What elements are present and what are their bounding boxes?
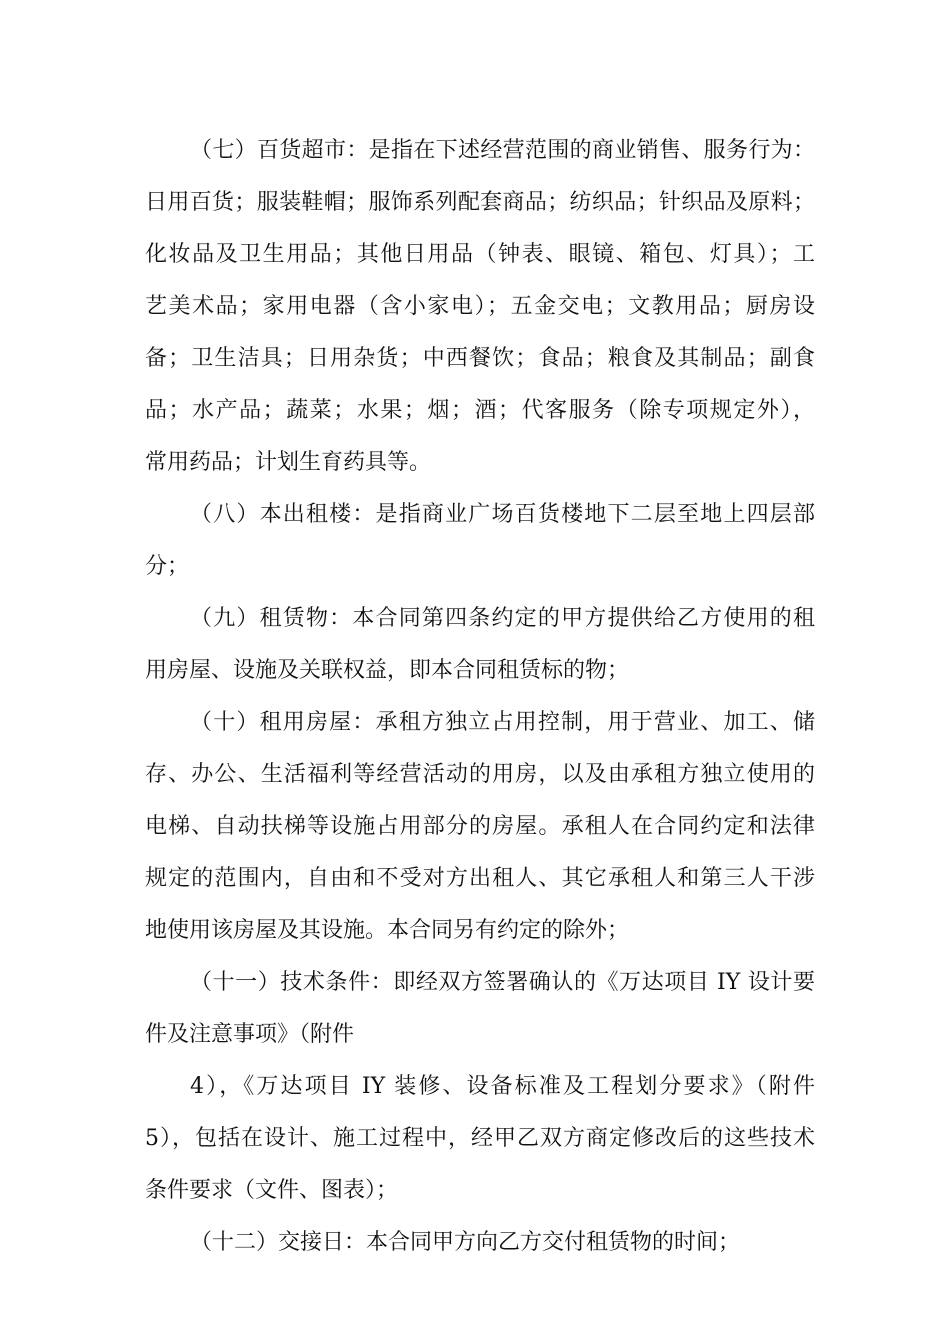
text-line: 规定的范围内，自由和不受对方出租人、其它承租人和第三人干涉 xyxy=(145,866,815,891)
text-line: 化妆品及卫生用品；其他日用品（钟表、眼镜、箱包、灯具）；工 xyxy=(145,242,815,267)
text-line: 电梯、自动扶梯等设施占用部分的房屋。承租人在合同约定和法律 xyxy=(145,814,815,839)
text-line: 用房屋、设施及关联权益，即本合同租赁标的物； xyxy=(145,658,630,683)
text-line: 艺美术品；家用电器（含小家电）；五金交电；文教用品；厨房设 xyxy=(145,294,815,319)
text-line: 地使用该房屋及其设施。本合同另有约定的除外； xyxy=(145,918,630,943)
text-line: 分； xyxy=(145,554,190,579)
text-line: （七）百货超市：是指在下述经营范围的商业销售、服务行为： xyxy=(190,138,815,163)
text-line: 存、办公、生活福利等经营活动的用房，以及由承租方独立使用的 xyxy=(145,762,815,787)
text-line: （八）本出租楼：是指商业广场百货楼地下二层至地上四层部 xyxy=(190,502,815,527)
text-line: （十）租用房屋：承租方独立占用控制，用于营业、加工、储 xyxy=(190,710,815,735)
text-line: （十一）技术条件：即经双方签署确认的《万达项目 IY 设计要 xyxy=(190,970,815,995)
text-line: 5），包括在设计、施工过程中，经甲乙双方商定修改后的这些技术 xyxy=(145,1126,815,1151)
text-line: 备；卫生洁具；日用杂货；中西餐饮；食品；粮食及其制品；副食 xyxy=(145,346,815,371)
text-line: 条件要求（文件、图表）； xyxy=(145,1178,399,1203)
text-line: （九）租赁物：本合同第四条约定的甲方提供给乙方使用的租 xyxy=(190,606,815,631)
text-line: 件及注意事项》（附件 xyxy=(145,1022,355,1047)
text-line: 常用药品；计划生育药具等。 xyxy=(145,450,432,475)
text-line: 4），《万达项目 IY 装修、设备标准及工程划分要求》（附件 xyxy=(190,1074,815,1099)
text-line: （十二）交接日：本合同甲方向乙方交付租赁物的时间； xyxy=(190,1230,741,1255)
text-line: 日用百货；服装鞋帽；服饰系列配套商品；纺织品；针织品及原料； xyxy=(145,190,815,215)
text-line: 品；水产品；蔬菜；水果；烟；酒；代客服务（除专项规定外）， xyxy=(145,398,815,423)
